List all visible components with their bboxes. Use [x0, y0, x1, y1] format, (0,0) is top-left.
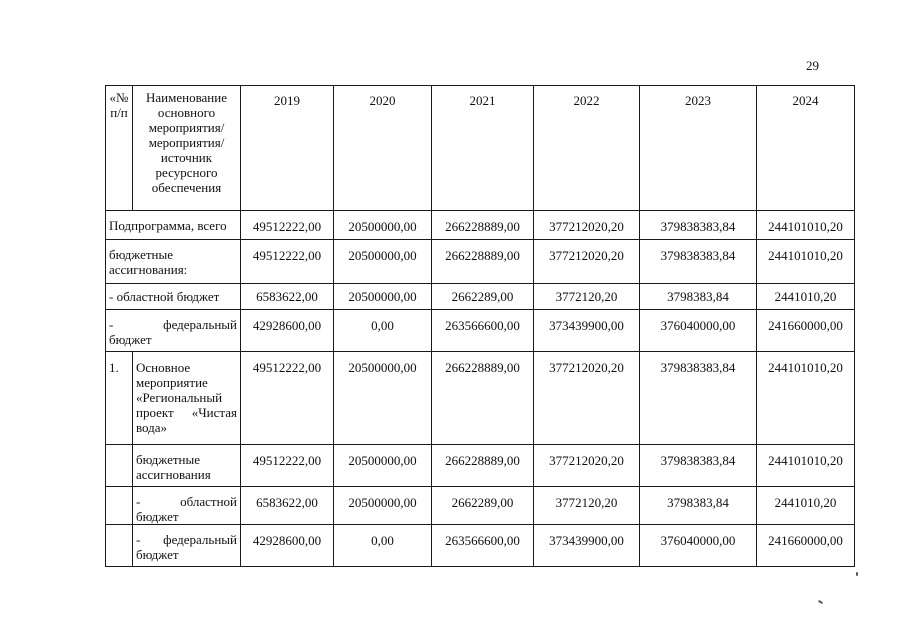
- row-label-line: бюджет: [136, 509, 179, 524]
- row-label-line: вода»: [136, 420, 168, 435]
- value-cell: 20500000,00: [334, 445, 432, 487]
- value-cell: 244101010,20: [757, 211, 855, 240]
- table-row: [106, 525, 855, 567]
- value-cell: 49512222,00: [241, 240, 334, 284]
- value-cell: 263566600,00: [432, 525, 534, 567]
- value-cell: 266228889,00: [432, 445, 534, 487]
- header-name-cell: Наименование основного мероприятия/ мероприятия/ источник ресурсного обеспечения: [133, 86, 241, 211]
- value-cell: 376040000,00: [640, 310, 757, 352]
- table-row: [106, 211, 855, 240]
- table-row: [106, 352, 855, 445]
- value-cell: 2441010,20: [757, 284, 855, 310]
- header-number-cell: «№ п/п: [106, 86, 133, 211]
- value-cell: 241660000,00: [757, 525, 855, 567]
- value-cell: 3772120,20: [534, 487, 640, 525]
- value-cell: 20500000,00: [334, 211, 432, 240]
- table-row: [106, 240, 855, 284]
- row-label-line: бюджет: [109, 332, 152, 347]
- value-cell: 2662289,00: [432, 487, 534, 525]
- value-cell: 3798383,84: [640, 284, 757, 310]
- value-cell: 49512222,00: [241, 352, 334, 445]
- value-cell: 3798383,84: [640, 487, 757, 525]
- value-cell: 379838383,84: [640, 211, 757, 240]
- value-cell: 0,00: [334, 525, 432, 567]
- value-cell: 6583622,00: [241, 487, 334, 525]
- table-row: [106, 310, 855, 352]
- row-label: [133, 352, 241, 445]
- value-cell: 266228889,00: [432, 211, 534, 240]
- row-number-cell: [106, 487, 133, 525]
- value-cell: 49512222,00: [241, 211, 334, 240]
- table-header-row: [106, 86, 855, 211]
- value-cell: 6583622,00: [241, 284, 334, 310]
- value-cell: 244101010,20: [757, 240, 855, 284]
- value-cell: 2441010,20: [757, 487, 855, 525]
- row-number-cell: [106, 445, 133, 487]
- row-label-line: - областной: [136, 494, 237, 509]
- value-cell: 42928600,00: [241, 525, 334, 567]
- budget-table: [105, 85, 855, 567]
- header-year-2021: 2021: [432, 86, 534, 211]
- row-label: бюджетные ассигнования:: [106, 240, 241, 284]
- page-number: 29: [806, 58, 819, 73]
- value-cell: 20500000,00: [334, 487, 432, 525]
- scan-speck: [818, 600, 823, 605]
- value-cell: 377212020,20: [534, 240, 640, 284]
- row-label-line: мероприятие: [136, 375, 208, 390]
- value-cell: 244101010,20: [757, 352, 855, 445]
- row-label: [106, 310, 241, 352]
- scan-speck: [856, 572, 858, 576]
- value-cell: 377212020,20: [534, 211, 640, 240]
- row-label-line: Основное: [136, 360, 191, 375]
- value-cell: 20500000,00: [334, 284, 432, 310]
- row-label: [133, 525, 241, 567]
- value-cell: 2662289,00: [432, 284, 534, 310]
- value-cell: 20500000,00: [334, 240, 432, 284]
- row-number-cell: 1.: [106, 352, 133, 445]
- value-cell: 0,00: [334, 310, 432, 352]
- value-cell: 376040000,00: [640, 525, 757, 567]
- row-label-line: - федеральный: [109, 317, 237, 332]
- row-label: [133, 487, 241, 525]
- value-cell: 241660000,00: [757, 310, 855, 352]
- row-label-line: - федеральный: [136, 532, 237, 547]
- row-label-line: бюджет: [136, 547, 179, 562]
- header-year-2023: 2023: [640, 86, 757, 211]
- value-cell: 20500000,00: [334, 352, 432, 445]
- value-cell: 379838383,84: [640, 445, 757, 487]
- header-year-2024: 2024: [757, 86, 855, 211]
- row-label: Подпрограмма, всего: [106, 211, 241, 240]
- row-label: - областной бюджет: [106, 284, 241, 310]
- row-label-line: «Региональный: [136, 390, 223, 405]
- header-year-2020: 2020: [334, 86, 432, 211]
- value-cell: 373439900,00: [534, 525, 640, 567]
- value-cell: 42928600,00: [241, 310, 334, 352]
- value-cell: 263566600,00: [432, 310, 534, 352]
- row-label-line: проект «Чистая: [136, 405, 237, 420]
- table-row: [106, 487, 855, 525]
- row-label: бюджетные ассигнования: [133, 445, 241, 487]
- value-cell: 377212020,20: [534, 445, 640, 487]
- value-cell: 373439900,00: [534, 310, 640, 352]
- value-cell: 379838383,84: [640, 352, 757, 445]
- table-row: [106, 284, 855, 310]
- value-cell: 266228889,00: [432, 352, 534, 445]
- value-cell: 266228889,00: [432, 240, 534, 284]
- value-cell: 3772120,20: [534, 284, 640, 310]
- value-cell: 377212020,20: [534, 352, 640, 445]
- row-number-cell: [106, 525, 133, 567]
- value-cell: 49512222,00: [241, 445, 334, 487]
- header-year-2022: 2022: [534, 86, 640, 211]
- header-year-2019: 2019: [241, 86, 334, 211]
- table-row: [106, 445, 855, 487]
- value-cell: 244101010,20: [757, 445, 855, 487]
- value-cell: 379838383,84: [640, 240, 757, 284]
